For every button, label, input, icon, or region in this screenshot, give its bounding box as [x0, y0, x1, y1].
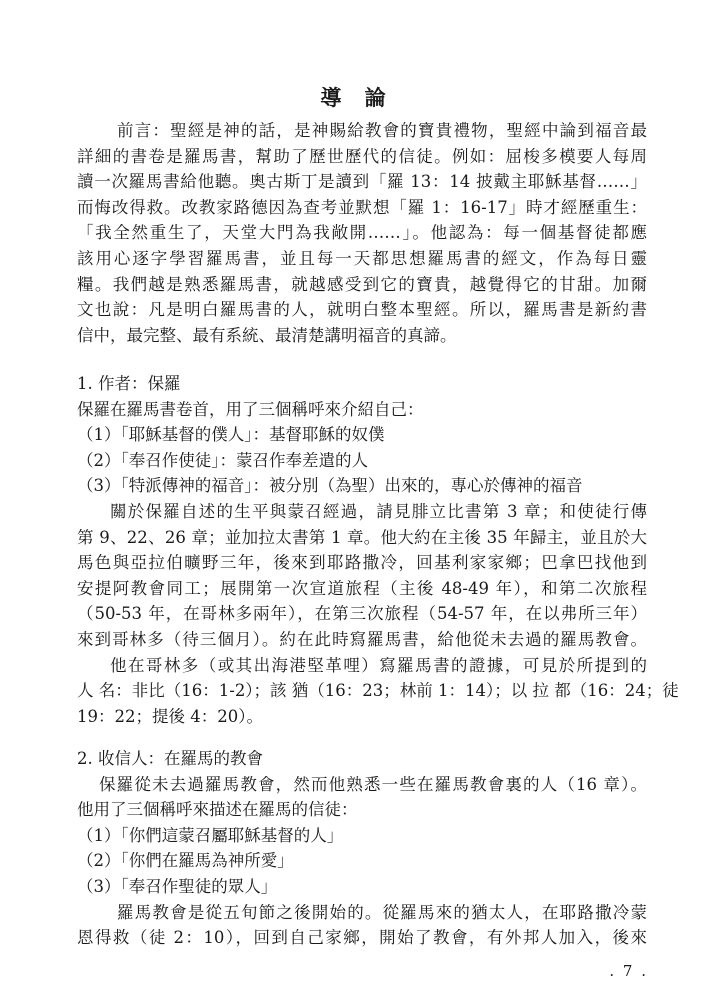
text-line: 「我全然重生了，天堂大門為我敞開……」。他認為：每一個基督徒都應: [77, 223, 647, 243]
list-item: （1）「耶穌基督的僕人」：基督耶穌的奴僕: [77, 425, 385, 445]
text-line: 來到哥林多（待三個月）。約在此時寫羅馬書，給他從未去過的羅馬教會。: [77, 629, 647, 649]
list-item: （3）「特派傳神的福音」：被分別（為聖）出來的，專心於傳神的福音: [77, 476, 583, 496]
text-line: 安提阿教會同工；展開第一次宣道旅程（主後 48-49 年），和第二次旅程: [77, 578, 647, 598]
text-line: 保羅在羅馬書卷首，用了三個稱呼來介紹自己：: [77, 399, 424, 419]
intro-paragraph: [77, 118, 647, 348]
text-line: 該用心逐字學習羅馬書，並且每一天都思想羅馬書的經文，作為每日靈: [77, 248, 647, 268]
text-line: 人 名：非比（16：1-2）；該 猶（16：23；林前 1：14）；以 拉 都（16：24；徒: [77, 681, 679, 701]
text-line: 羅馬教會是從五旬節之後開始的。從羅馬來的猶太人，在耶路撒冷蒙: [117, 902, 647, 922]
text-line: 他在哥林多（或其出海港堅革哩）寫羅馬書的證據，可見於所提到的: [110, 655, 647, 675]
text-line: 第 9、22、26 章；並加拉太書第 1 章。他大約在主後 35 年歸主，並且於大: [77, 527, 647, 547]
list-item: （1）「你們這蒙召屬耶穌基督的人」: [77, 825, 344, 845]
section-recipients: [77, 746, 647, 951]
text-line: 前言：聖經是神的話，是神賜給教會的寶貴禮物，聖經中論到福音最: [117, 121, 647, 140]
text-line: 讀一次羅馬書給他聽。奧古斯丁是讀到「羅 13：14 披戴主耶穌基督……」: [77, 172, 647, 192]
text-line: 文也說：凡是明白羅馬書的人，就明白整本聖經。所以，羅馬書是新約書: [77, 300, 647, 320]
section-author: [77, 371, 679, 729]
page-title: 導 論: [320, 85, 394, 110]
text-line: 詳細的書卷是羅馬書，幫助了歷世歷代的信徒。例如：屈梭多模要人每周: [77, 146, 647, 166]
section-heading: 2. 收信人：在羅馬的教會: [77, 749, 263, 768]
list-item: （2）「你們在羅馬為神所愛」: [77, 851, 294, 871]
text-line: （50-53 年，在哥林多兩年），在第三次旅程（54-57 年，在以弗所三年）: [77, 604, 647, 624]
text-line: 而悔改得救。改教家路德因為查考並默想「羅 1：16-17」時才經歷重生：: [77, 197, 647, 217]
text-line: 他用了三個稱呼來描述在羅馬的信徒：: [77, 800, 358, 820]
text-line: 馬色與亞拉伯曠野三年，後來到耶路撒冷，回基利家家鄉；巴拿巴找他到: [77, 553, 647, 573]
page-number: . 7 .: [609, 962, 648, 980]
text-line: 恩得救（徒 2：10），回到自己家鄉，開始了教會，有外邦人加入，後來: [77, 928, 647, 948]
text-line: 信中，最完整、最有系統、最清楚講明福音的真諦。: [77, 325, 457, 345]
text-line: 19：22；提後 4：20）。: [77, 706, 263, 726]
section-heading: 1. 作者：保羅: [77, 374, 181, 393]
text-line: 糧。我們越是熟悉羅馬書，就越感受到它的寶貴，越覺得它的甘甜。加爾: [77, 274, 647, 294]
text-line: 保羅從未去過羅馬教會，然而他熟悉一些在羅馬教會裏的人（16 章）。: [99, 774, 647, 794]
list-item: （2）「奉召作使徒」：蒙召作奉差遣的人: [77, 450, 368, 470]
list-item: （3）「奉召作聖徒的眾人」: [77, 876, 278, 896]
text-line: 關於保羅自述的生平與蒙召經過，請見腓立比書第 3 章；和使徒行傳: [110, 501, 647, 521]
